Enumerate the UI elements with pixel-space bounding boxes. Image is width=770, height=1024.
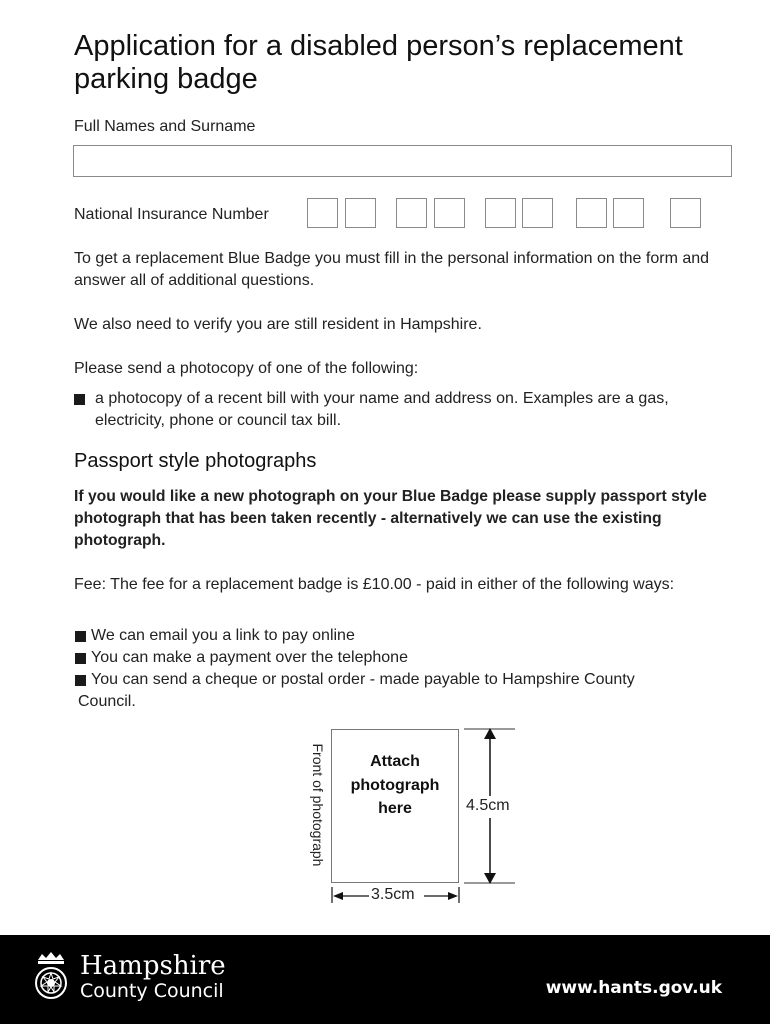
full-names-label: Full Names and Surname: [74, 118, 256, 135]
ni-char-box[interactable]: [522, 198, 553, 228]
send-copy-text: Please send a photocopy of one of the following:: [74, 360, 419, 377]
height-label: 4.5cm: [466, 797, 510, 814]
intro-text: To get a replacement Blue Badge you must fill in the personal information on the form and answer all of additional questions.: [74, 250, 710, 289]
fee-option: You can make a payment over the telephone: [91, 649, 408, 666]
arrow-right-icon: [448, 892, 458, 900]
resident-text: We also need to verify you are still resident in Hampshire.: [74, 316, 482, 333]
brand-subtitle: County Council: [80, 980, 224, 1002]
ni-char-box[interactable]: [670, 198, 701, 228]
fee-option: You can send a cheque or postal order - made payable to Hampshire County Council.: [78, 671, 635, 710]
copy-bullet-text: a photocopy of a recent bill with your name and address on. Examples are a gas, electricity, phone or council tax bill.: [95, 390, 669, 429]
photos-text: If you would like a new photograph on your Blue Badge please supply passport style photograph that has been taken recently - alternatively we can use the existing photograph.: [74, 488, 707, 549]
arrow-left-icon: [333, 892, 343, 900]
photo-line2: photograph: [350, 776, 440, 794]
website-link[interactable]: www.hants.gov.uk: [545, 978, 722, 998]
photos-heading: Passport style photographs: [74, 450, 317, 472]
arrow-up-icon: [484, 728, 496, 739]
ni-label: National Insurance Number: [74, 206, 269, 223]
ni-char-box[interactable]: [396, 198, 427, 228]
bullet-square-icon: [74, 394, 85, 405]
width-label: 3.5cm: [371, 886, 415, 903]
ni-char-box[interactable]: [485, 198, 516, 228]
ni-char-box[interactable]: [613, 198, 644, 228]
arrow-down-icon: [484, 873, 496, 884]
photo-line1: Attach: [370, 753, 420, 770]
full-names-input[interactable]: [73, 145, 732, 177]
brand-name: Hampshire: [80, 951, 226, 981]
ni-char-box[interactable]: [307, 198, 338, 228]
hampshire-crest-icon: [30, 950, 72, 1002]
fee-option: We can email you a link to pay online: [91, 627, 355, 644]
ni-char-box[interactable]: [345, 198, 376, 228]
ni-char-box[interactable]: [576, 198, 607, 228]
photo-dimension-lines: [325, 720, 525, 910]
photo-line3: here: [378, 800, 412, 817]
fee-text: Fee: The fee for a replacement badge is £10.00 - paid in either of the following ways:: [74, 576, 675, 593]
bullet-square-icon: [75, 631, 86, 642]
form-title: Application for a disabled person’s replacement parking badge: [74, 30, 683, 95]
bullet-square-icon: [75, 653, 86, 664]
ni-char-box[interactable]: [434, 198, 465, 228]
front-of-photograph-label: Front of photograph: [310, 743, 326, 867]
